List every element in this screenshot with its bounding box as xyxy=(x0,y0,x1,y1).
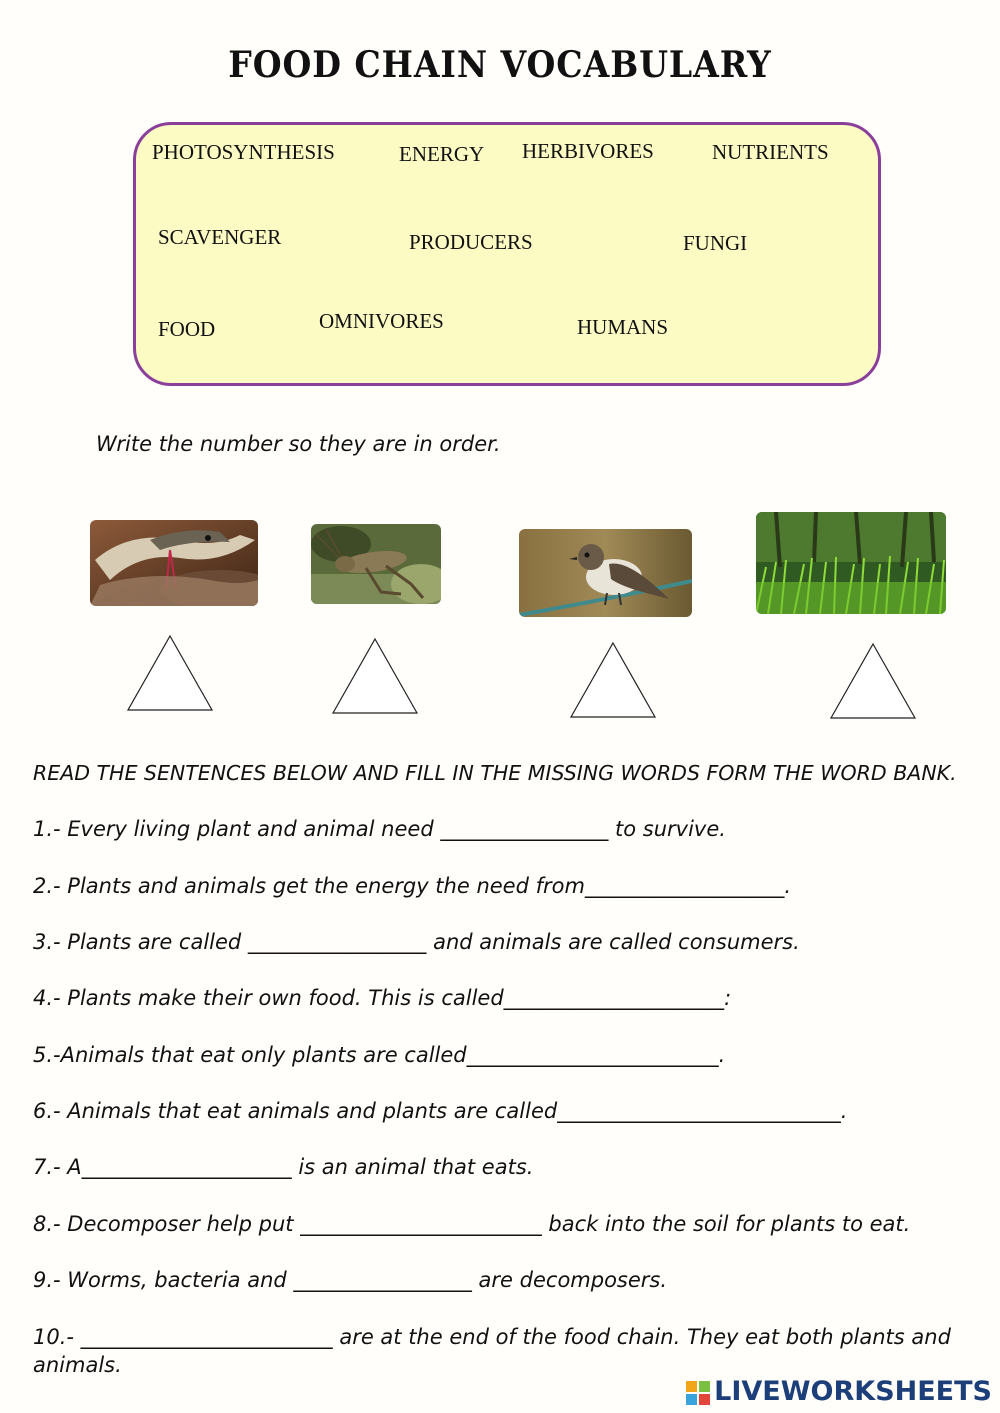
sentence-3: 3.- Plants are called _________________ and animals are called consumers. xyxy=(33,930,800,954)
sentence-10-continued: animals. xyxy=(33,1353,122,1377)
liveworksheets-logo-icon xyxy=(685,1380,711,1406)
number-triangle-2[interactable] xyxy=(331,637,419,715)
sentence-1: 1.- Every living plant and animal need ________________ to survive. xyxy=(33,817,726,841)
sentence-5: 5.-Animals that eat only plants are called________________________. xyxy=(33,1043,726,1067)
bird-photo xyxy=(519,529,692,617)
sentence-6: 6.- Animals that eat animals and plants are called___________________________. xyxy=(33,1099,848,1123)
sentence-2: 2.- Plants and animals get the energy the need from___________________. xyxy=(33,874,792,898)
word-bank-item[interactable]: FUNGI xyxy=(683,231,748,255)
word-bank-item[interactable]: HUMANS xyxy=(577,315,669,339)
liveworksheets-logo xyxy=(685,1376,992,1407)
page-title: FOOD CHAIN VOCABULARY xyxy=(228,44,772,86)
word-bank-item[interactable]: PHOTOSYNTHESIS xyxy=(152,140,335,164)
word-bank-item[interactable]: NUTRIENTS xyxy=(712,140,829,164)
number-triangle-1[interactable] xyxy=(126,634,214,712)
sentence-10: 10.- ________________________ are at the end of the food chain. They eat both plants and xyxy=(33,1325,951,1349)
word-bank-item[interactable]: SCAVENGER xyxy=(158,225,282,249)
brand-name: LIVEWORKSHEETS xyxy=(714,1376,992,1407)
word-bank-item[interactable]: ENERGY xyxy=(399,142,485,166)
grasshopper-photo xyxy=(311,524,441,604)
word-bank-item[interactable]: OMNIVORES xyxy=(319,309,444,333)
sentence-8: 8.- Decomposer help put _______________________ back into the soil for plants to eat. xyxy=(33,1212,911,1236)
sentence-4: 4.- Plants make their own food. This is called_____________________: xyxy=(33,986,732,1010)
sentence-9: 9.- Worms, bacteria and _________________ are decomposers. xyxy=(33,1268,668,1292)
word-bank-item[interactable]: PRODUCERS xyxy=(409,230,533,254)
grass-photo xyxy=(756,512,946,614)
number-triangle-4[interactable] xyxy=(829,642,917,720)
word-bank-item[interactable]: FOOD xyxy=(158,317,216,341)
ordering-instruction: Write the number so they are in order. xyxy=(96,432,501,456)
snake-photo xyxy=(90,520,258,606)
number-triangle-3[interactable] xyxy=(569,641,657,719)
sentence-7: 7.- A____________________ is an animal that eats. xyxy=(33,1155,534,1179)
word-bank-item[interactable]: HERBIVORES xyxy=(522,139,654,163)
fill-in-instruction: READ THE SENTENCES BELOW AND FILL IN THE MISSING WORDS FORM THE WORD BANK. xyxy=(33,761,957,785)
